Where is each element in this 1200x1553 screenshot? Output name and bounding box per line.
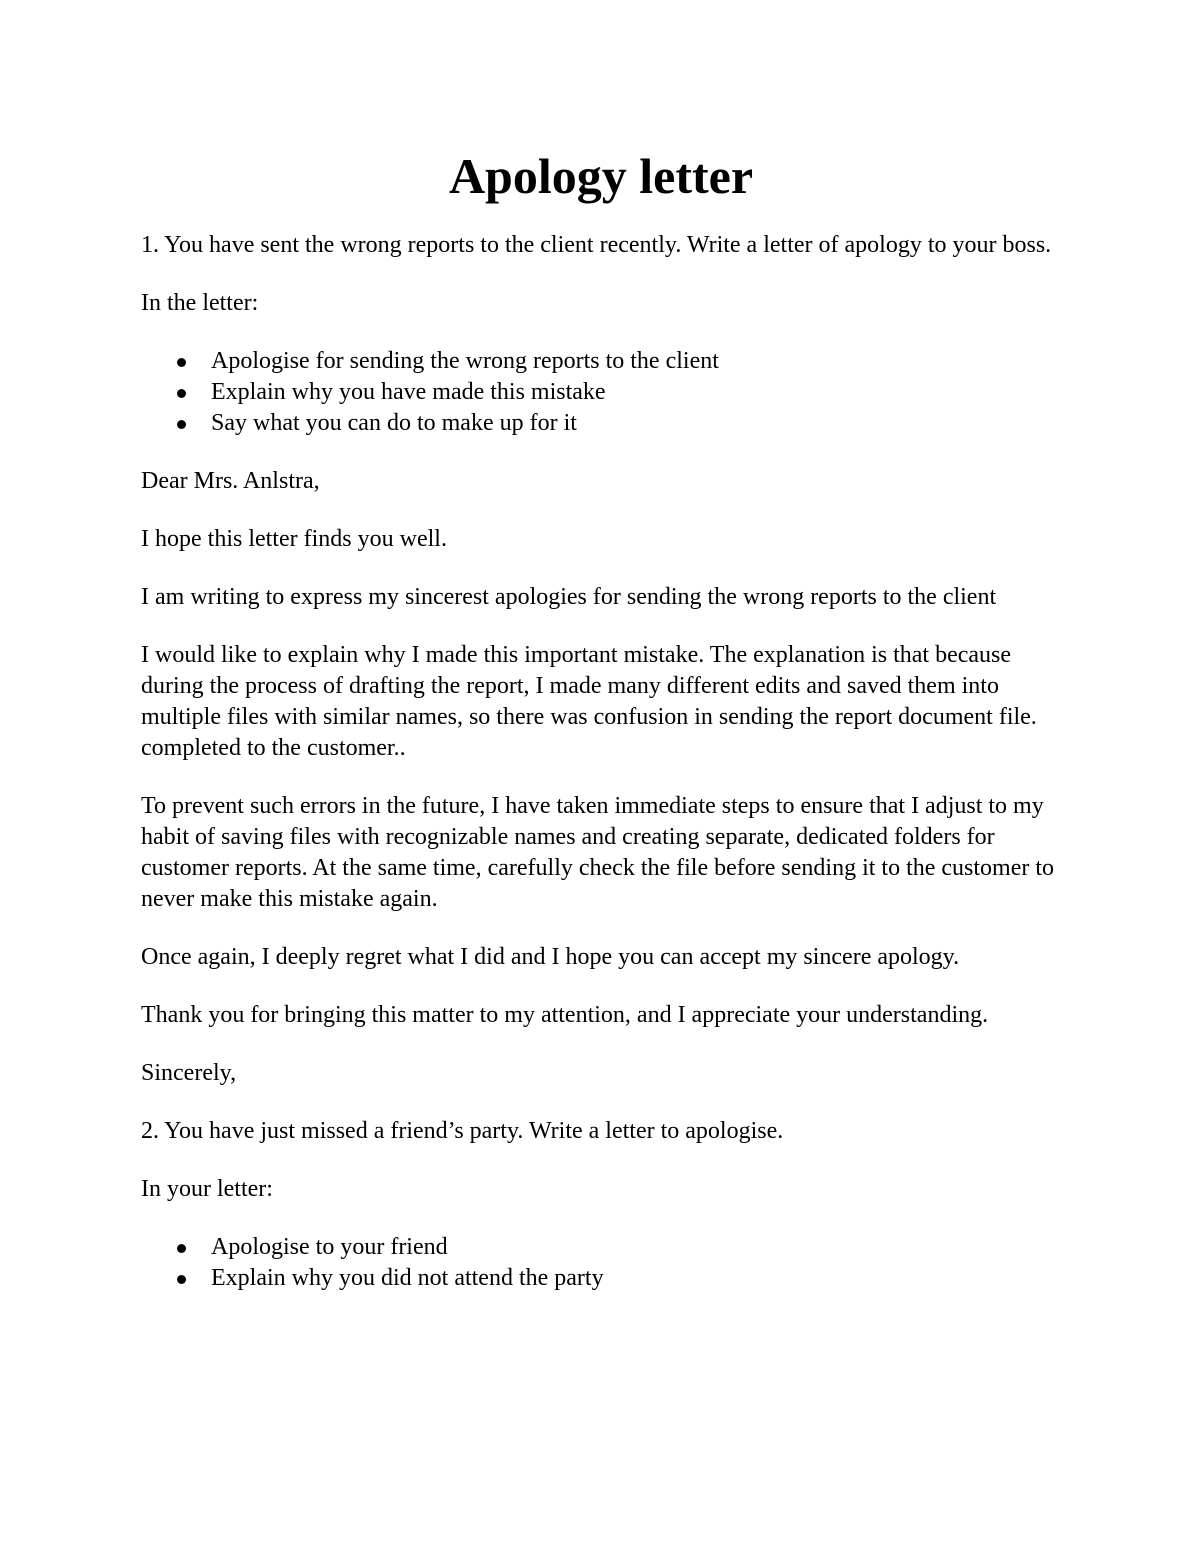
bullet-icon: [177, 420, 186, 429]
bullet-icon: [177, 1244, 186, 1253]
document-title: Apology letter: [448, 148, 754, 204]
letter-paragraph: Thank you for bringing this matter to my attention, and I appreciate your understanding.: [141, 1002, 989, 1028]
letter-salutation: Dear Mrs. Anlstra,: [141, 468, 320, 494]
list-item: [141, 408, 1061, 439]
list-item: [141, 1263, 1061, 1294]
letter-paragraph: I would like to explain why I made this important mistake. The explanation is that because during the process of drafting the report, I made many different edits and saved them into multiple files with similar names, so there was confusion in sending the report document file. completed to the customer..: [141, 642, 1037, 761]
list-item: [141, 1232, 1061, 1263]
letter-paragraph: I am writing to express my sincerest apologies for sending the wrong reports to the client: [141, 584, 997, 610]
letter-paragraph: Once again, I deeply regret what I did and I hope you can accept my sincere apology.: [141, 944, 960, 970]
bullet-icon: [177, 389, 186, 398]
letter-paragraph: I hope this letter finds you well.: [141, 526, 447, 552]
bullet-icon: [177, 358, 186, 367]
bullet-text: Say what you can do to make up for it: [211, 410, 577, 436]
task1-prompt: 1. You have sent the wrong reports to the client recently. Write a letter of apology to your boss.: [141, 232, 1052, 258]
letter-closing: Sincerely,: [141, 1060, 237, 1086]
task1-in-letter-label: In the letter:: [141, 290, 259, 316]
task2-in-letter-label: In your letter:: [141, 1176, 273, 1202]
bullet-text: Explain why you did not attend the party: [211, 1265, 604, 1291]
list-item: [141, 377, 1061, 408]
task1-bullet-list: [141, 346, 1061, 439]
letter-paragraph: To prevent such errors in the future, I have taken immediate steps to ensure that I adjust to my habit of saving files with recognizable names and creating separate, dedicated folders for customer reports. At the same time, carefully check the file before sending it to the customer to never make this mistake again.: [141, 793, 1055, 912]
list-item: [141, 346, 1061, 377]
bullet-text: Explain why you have made this mistake: [211, 379, 606, 405]
task2-prompt: 2. You have just missed a friend’s party. Write a letter to apologise.: [141, 1118, 784, 1144]
task2-bullet-list: [141, 1232, 1061, 1294]
bullet-text: Apologise for sending the wrong reports to the client: [211, 348, 719, 374]
document-page: [141, 140, 1061, 1321]
bullet-icon: [177, 1275, 186, 1284]
bullet-text: Apologise to your friend: [211, 1234, 448, 1260]
